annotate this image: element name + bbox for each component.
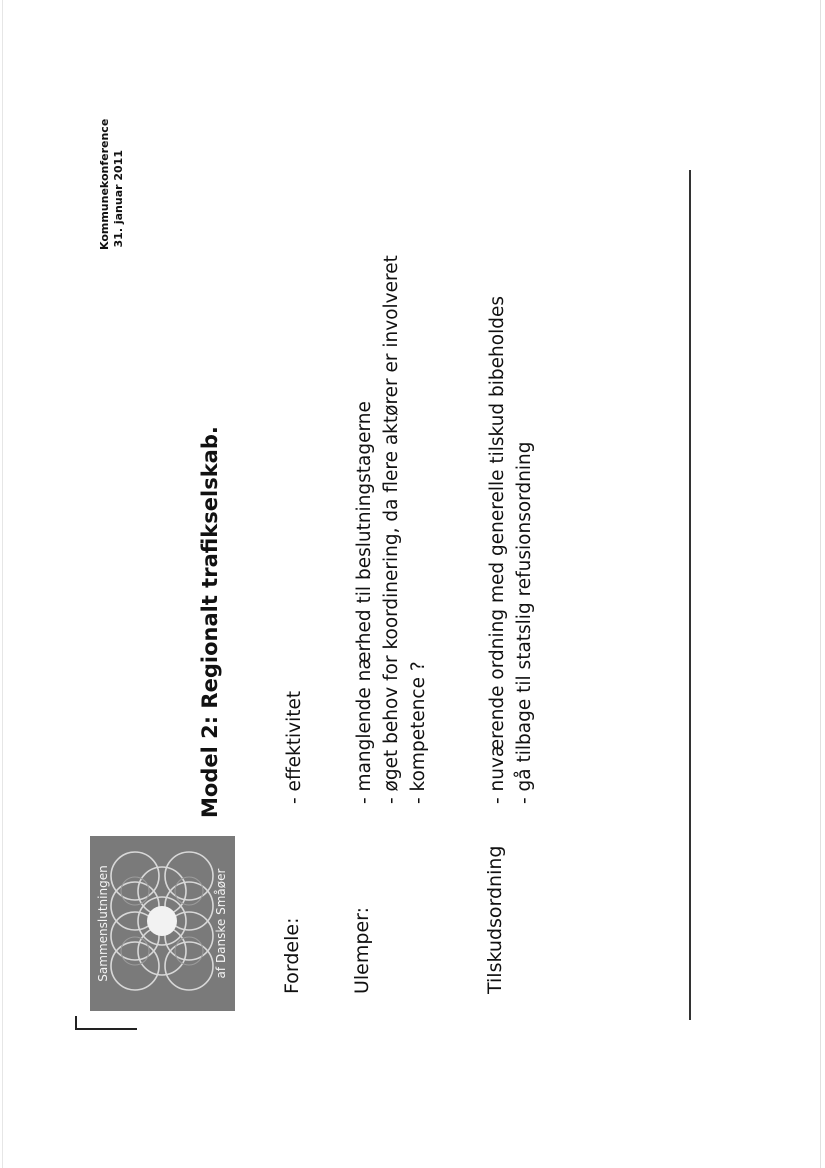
subsidy-label: Tilskudsordning (484, 845, 506, 994)
slide-title: Model 2: Regionalt trafikselskab. (198, 426, 222, 818)
pros-label: Fordele: (281, 917, 303, 994)
cons-list (351, 255, 432, 804)
subsidy-item: - nuværende ordning med generelle tilskud bibeholdes (487, 296, 508, 804)
corner-rule-cap (75, 1016, 77, 1030)
logo-text-top: Sammenslutningen (96, 865, 110, 982)
rotated-slide (70, 118, 710, 1030)
conference-name: Kommunekonference (98, 118, 111, 250)
organization-logo (90, 836, 235, 1011)
cons-label: Ulemper: (351, 906, 373, 994)
scan-edge-right (820, 0, 821, 1168)
footer-rule (689, 170, 691, 1020)
logo-text-bottom: af Danske Småøer (214, 868, 228, 979)
scan-edge-left (2, 0, 3, 1168)
corner-rule-vertical (75, 1028, 137, 1030)
subsidy-item: - gå tilbage til statslig refusionsordning (514, 441, 535, 804)
pros-item: - effektivitet (284, 690, 305, 804)
pros-list (281, 691, 308, 804)
conference-date: 31. januar 2011 (112, 150, 125, 248)
conference-info (98, 118, 126, 250)
cons-item: - kompetence ? (408, 661, 429, 804)
subsidy-list (484, 296, 538, 804)
cons-item: - øget behov for koordinering, da flere aktører er involveret (381, 255, 402, 804)
cons-item: - manglende nærhed til beslutningstagerne (354, 401, 375, 804)
